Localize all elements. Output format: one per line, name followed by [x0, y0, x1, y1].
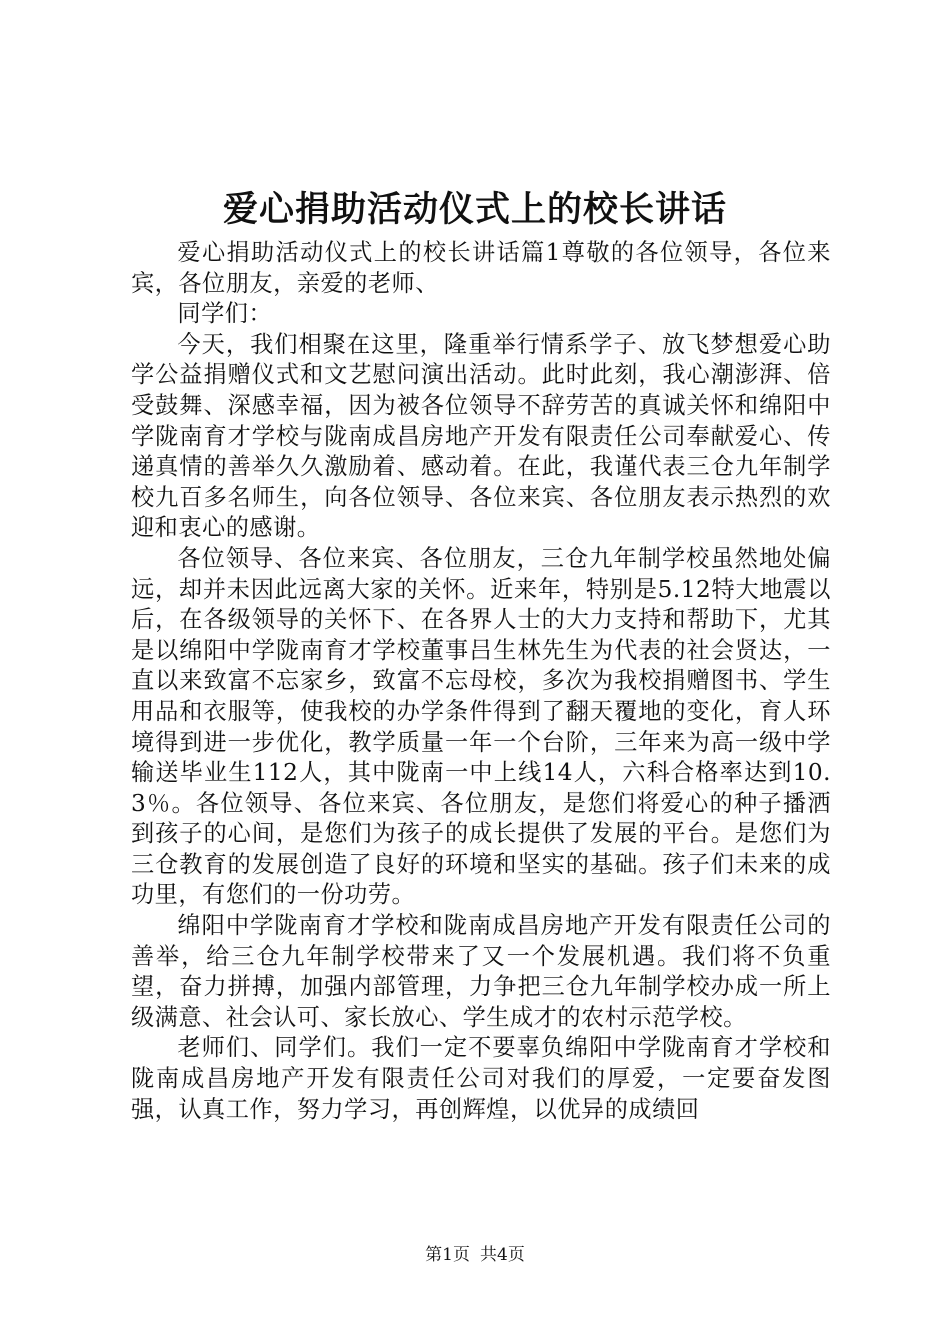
paragraph-6: 老师们、同学们。我们一定不要辜负绵阳中学陇南育才学校和陇南成昌房地产开发有限责任公司对我们的厚爱，一定要奋发图强，认真工作，努力学习，再创辉煌，以优异的成绩回	[131, 1034, 831, 1123]
page-footer	[0, 1243, 950, 1267]
paragraph-2: 同学们：	[177, 300, 273, 328]
paragraph-5: 绵阳中学陇南育才学校和陇南成昌房地产开发有限责任公司的善举，给三仓九年制学校带来了又一个发展机遇。我们将不负重望，奋力拼搏，加强内部管理，力争把三仓九年制学校办成一所上级满意、社会认可、家长放心、学生成才的农村示范学校。	[131, 912, 831, 1031]
page-total: 共4页	[480, 1245, 525, 1265]
paragraph-3: 今天，我们相聚在这里，隆重举行情系学子、放飞梦想爱心助学公益捐赠仪式和文艺慰问演出活动。此时此刻，我心潮澎湃、倍受鼓舞、深感幸福，因为被各位领导不辞劳苦的真诚关怀和绵阳中学陇南育才学校与陇南成昌房地产开发有限责任公司奉献爱心、传递真情的善举久久激励着、感动着。在此，我谨代表三仓九年制学校九百多名师生，向各位领导、各位来宾、各位朋友表示热烈的欢迎和衷心的感谢。	[131, 330, 831, 542]
document-title: 爱心捐助活动仪式上的校长讲话	[222, 189, 727, 230]
paragraph-1: 爱心捐助活动仪式上的校长讲话篇1尊敬的各位领导，各位来宾，各位朋友，亲爱的老师、	[131, 239, 831, 297]
page-number: 第1页	[425, 1245, 470, 1265]
document-body	[131, 238, 831, 1125]
paragraph-4: 各位领导、各位来宾、各位朋友，三仓九年制学校虽然地处偏远，却并未因此远离大家的关怀。近来年，特别是5.12特大地震以后，在各级领导的关怀下、在各界人士的大力支持和帮助下，尤其是以绵阳中学陇南育才学校董事吕生林先生为代表的社会贤达，一直以来致富不忘家乡，致富不忘母校，多次为我校捐赠图书、学生用品和衣服等，使我校的办学条件得到了翻天覆地的变化，育人环境得到进一步优化，教学质量一年一个台阶，三年来为高一级中学输送毕业生112人，其中陇南一中上线14人，六科合格率达到10.3％。各位领导、各位来宾、各位朋友，是您们将爱心的种子播洒到孩子的心间，是您们为孩子的成长提供了发展的平台。是您们为三仓教育的发展创造了良好的环境和坚实的基础。孩子们未来的成功里，有您们的一份功劳。	[131, 544, 831, 909]
